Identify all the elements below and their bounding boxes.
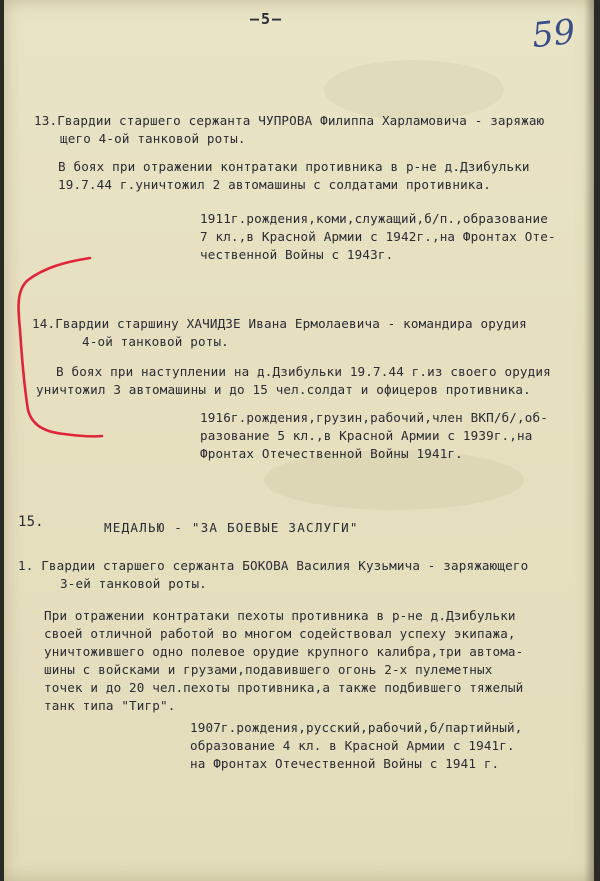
- entry-14-deed-line-2: уничтожил 3 автомашины и до 15 чел.солдат и офицеров противника.: [36, 382, 531, 397]
- entry-1-heading-line-1: 1. Гвардии старшего сержанта БОКОВА Василия Кузьмича - заряжающего: [18, 558, 529, 573]
- entry-13-bio-line-1: 1911г.рождения,коми,служащий,б/п.,образование: [200, 211, 548, 226]
- entry-1-deed-line-4: шины с войсками и грузами,подавившего огонь 2-х пулеметных: [44, 662, 493, 677]
- entry-14-deed-line-1: В боях при наступлении на д.Дзибульки 19.7.44 г.из своего орудия: [56, 364, 551, 379]
- entry-1-deed-line-3: уничтожившего одно полевое орудие крупного калибра,три автома-: [44, 644, 524, 659]
- entry-13-bio-line-2: 7 кл.,в Красной Армии с 1942г.,на Фронтах Оте-: [200, 229, 556, 244]
- entry-13-heading-line-2: щего 4-ой танковой роты.: [60, 131, 246, 146]
- entry-1-deed-line-2: своей отличной работой во многом содействовал успеху экипажа,: [44, 626, 516, 641]
- entry-1-heading-line-2: 3-ей танковой роты.: [60, 576, 207, 591]
- handwritten-page-number: 59: [530, 11, 578, 57]
- entry-1-bio-line-1: 1907г.рождения,русский,рабочий,б/партийный,: [190, 720, 523, 735]
- entry-1-bio-line-3: на Фронтах Отечественной Войны с 1941 г.: [190, 756, 500, 771]
- section-15-title: МЕДАЛЬЮ - "ЗА БОЕВЫЕ ЗАСЛУГИ": [104, 520, 359, 535]
- entry-1-bio-line-2: образование 4 кл. в Красной Армии с 1941г.: [190, 738, 515, 753]
- page-edge-shadow: [584, 0, 594, 881]
- page-number: —5—: [250, 10, 284, 28]
- entry-13-deed-line-1: В боях при отражении контратаки противника в р-не д.Дзибульки: [58, 159, 530, 174]
- document-page: [4, 0, 594, 881]
- entry-1-deed-line-6: танк типа "Тигр".: [44, 698, 176, 713]
- entry-1-deed-line-5: точек и до 20 чел.пехоты противника,а также подбившего тяжелый: [44, 680, 524, 695]
- entry-14-bio-line-1: 1916г.рождения,грузин,рабочий,член ВКП/б/,об-: [200, 410, 548, 425]
- entry-14-heading-line-1: 14.Гвардии старшину ХАЧИДЗЕ Ивана Ермолаевича - командира орудия: [32, 316, 527, 331]
- entry-14-bio-line-3: Фронтах Отечественной Войны 1941г.: [200, 446, 463, 461]
- entry-13-deed-line-2: 19.7.44 г.уничтожил 2 автомашины с солдатами противника.: [58, 177, 491, 192]
- entry-13-heading-line-1: 13.Гвардии старшего сержанта ЧУПРОВА Филиппа Харламовича - заряжаю: [34, 113, 545, 128]
- section-15-number: 15.: [18, 514, 44, 530]
- entry-14-bio-line-2: разование 5 кл.,в Красной Армии с 1939г.,на: [200, 428, 533, 443]
- red-pencil-bracket: [4, 0, 594, 881]
- entry-1-deed-line-1: При отражении контратаки пехоты противника в р-не д.Дзибульки: [44, 608, 516, 623]
- entry-13-bio-line-3: чественной Войны с 1943г.: [200, 247, 394, 262]
- entry-14-heading-line-2: 4-ой танковой роты.: [82, 334, 229, 349]
